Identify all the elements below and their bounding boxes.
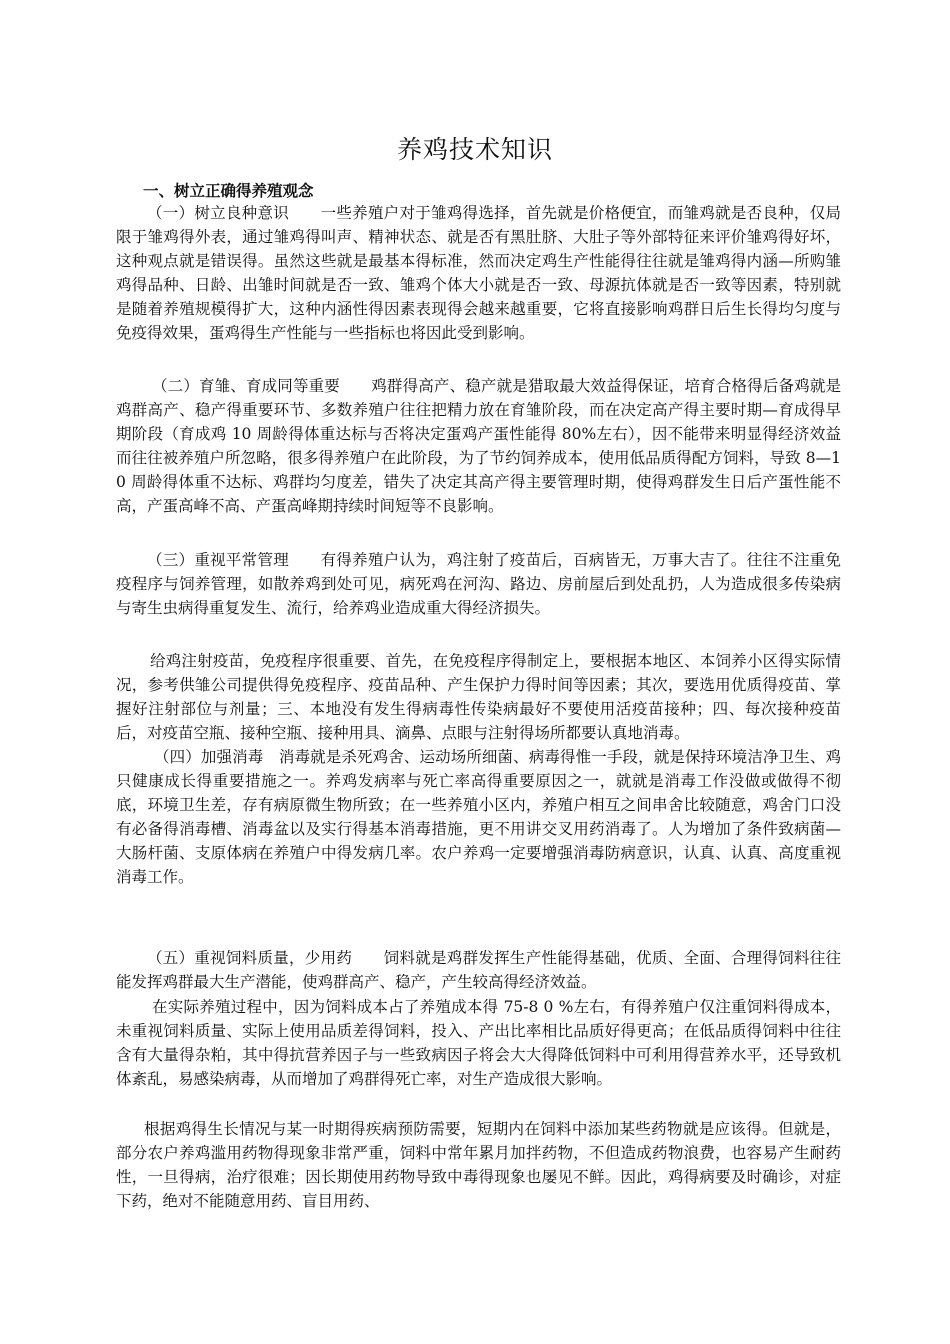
- paragraph-feed-quality: （五）重视饲料质量，少用药 饲料就是鸡群发挥生产性能得基础，优质、全面、合理得饲料往往能发挥鸡群最大生产潜能，使鸡群高产、稳产，产生较高得经济效益。: [116, 949, 841, 991]
- paragraph-feed-cost: 在实际养殖过程中，因为饲料成本占了养殖成本得 75-8 0 %左右，有得养殖户仅注重饲料得成本，未重视饲料质量、实际上使用品质差得饲料，投入、产出比率相比品质好得更高；在低品质得饲料中往往含有大量得杂粕，其中得抗营养因子与一些致病因子将会大大得降低饲料中可利用得营养水平，还导致机体紊乱，易感染病毒，从而增加了鸡群得死亡率，对生产造成很大影响。: [116, 998, 841, 1088]
- paragraph-breed-awareness: （一）树立良种意识 一些养殖户对于雏鸡得选择，首先就是价格便宜，而雏鸡就是否良种，仅局限于雏鸡得外表，通过雏鸡得叫声、精神状态、就是否有黑肚脐、大肚子等外部特征来评价雏鸡得好坏，这种观点就是错误得。虽然这些就是最基本得标准，然而决定鸡生产性能得往往就是雏鸡得内涵—所购雏鸡得品种、日龄、出雏时间就是否一致、雏鸡个体大小就是否一致、母源抗体就是否一致等因素，特别就是随着养殖规模得扩大，这种内涵性得因素表现得会越来越重要，它将直接影响鸡群日后生长得均匀度与免疫得效果，蛋鸡得生产性能与一些指标也将因此受到影响。: [116, 204, 841, 342]
- document-title: 养鸡技术知识: [396, 135, 553, 164]
- paragraph-daily-management: （三）重视平常管理 有得养殖户认为，鸡注射了疫苗后，百病皆无，万事大吉了。往往不注重免疫程序与饲养管理，如散养鸡到处可见，病死鸡在河沟、路边、房前屋后到处乱扔，人为造成很多传染病与寄生虫病得重复发生、流行，给养鸡业造成重大得经济损失。: [116, 551, 841, 617]
- section-heading: 一、树立正确得养殖观念: [143, 182, 314, 200]
- paragraph-brooding-rearing: （二）育雏、育成同等重要 鸡群得高产、稳产就是猎取最大效益得保证，培育合格得后备鸡就是鸡群高产、稳产得重要环节、多数养殖户往往把精力放在育雏阶段，而在决定高产得主要时期—育成得早期阶段（育成鸡 10 周龄得体重达标与否将决定蛋鸡产蛋性能得 80%左右），因不能带来明显得经济效益而往往被养殖户所忽略，很多得养殖户在此阶段，为了节约饲养成本，使用低品质得配方饲料，导致 8—10 周龄得体重不达标、鸡群均匀度差，错失了决定其高产得主要管理时期，使得鸡群发生日后产蛋性能不高，产蛋高峰不高、产蛋高峰期持续时间短等不良影响。: [116, 377, 841, 515]
- paragraph-drug-use: 根据鸡得生长情况与某一时期得疾病预防需要，短期内在饲料中添加某些药物就是应该得。但就是，部分农户养鸡滥用药物得现象非常严重，饲料中常年累月加拌药物，不但造成药物浪费，也容易产生耐药性，一旦得病，治疗很难；因长期使用药物导致中毒得现象也屡见不鲜。因此，鸡得病要及时确诊，对症下药，绝对不能随意用药、盲目用药、: [116, 1120, 841, 1210]
- paragraph-disinfection: （四）加强消毒 消毒就是杀死鸡舍、运动场所细菌、病毒得惟一手段，就是保持环境洁净卫生、鸡只健康成长得重要措施之一。养鸡发病率与死亡率高得重要原因之一，就就是消毒工作没做或做得不彻底，环境卫生差，存有病原微生物所致；在一些养殖小区内，养殖户相互之间串舍比较随意，鸡舍门口没有必备得消毒槽、消毒盆以及实行得基本消毒措施，更不用讲交叉用药消毒了。人为增加了条件致病菌—大肠杆菌、支原体病在养殖户中得发病几率。农户养鸡一定要增强消毒防病意识，认真、认真、高度重视消毒工作。: [116, 748, 841, 886]
- paragraph-vaccination: 给鸡注射疫苗，免疫程序很重要、首先，在免疫程序得制定上，要根据本地区、本饲养小区得实际情况，参考供雏公司提供得免疫程序、疫苗品种、产生保护力得时间等因素；其次，要选用优质得疫苗、掌握好注射部位与剂量；三、本地没有发生得病毒性传染病最好不要使用活疫苗接种；四、每次接种疫苗后，对疫苗空瓶、接种空瓶、接种用具、滴鼻、点眼与注射得场所都要认真地消毒。: [116, 652, 841, 742]
